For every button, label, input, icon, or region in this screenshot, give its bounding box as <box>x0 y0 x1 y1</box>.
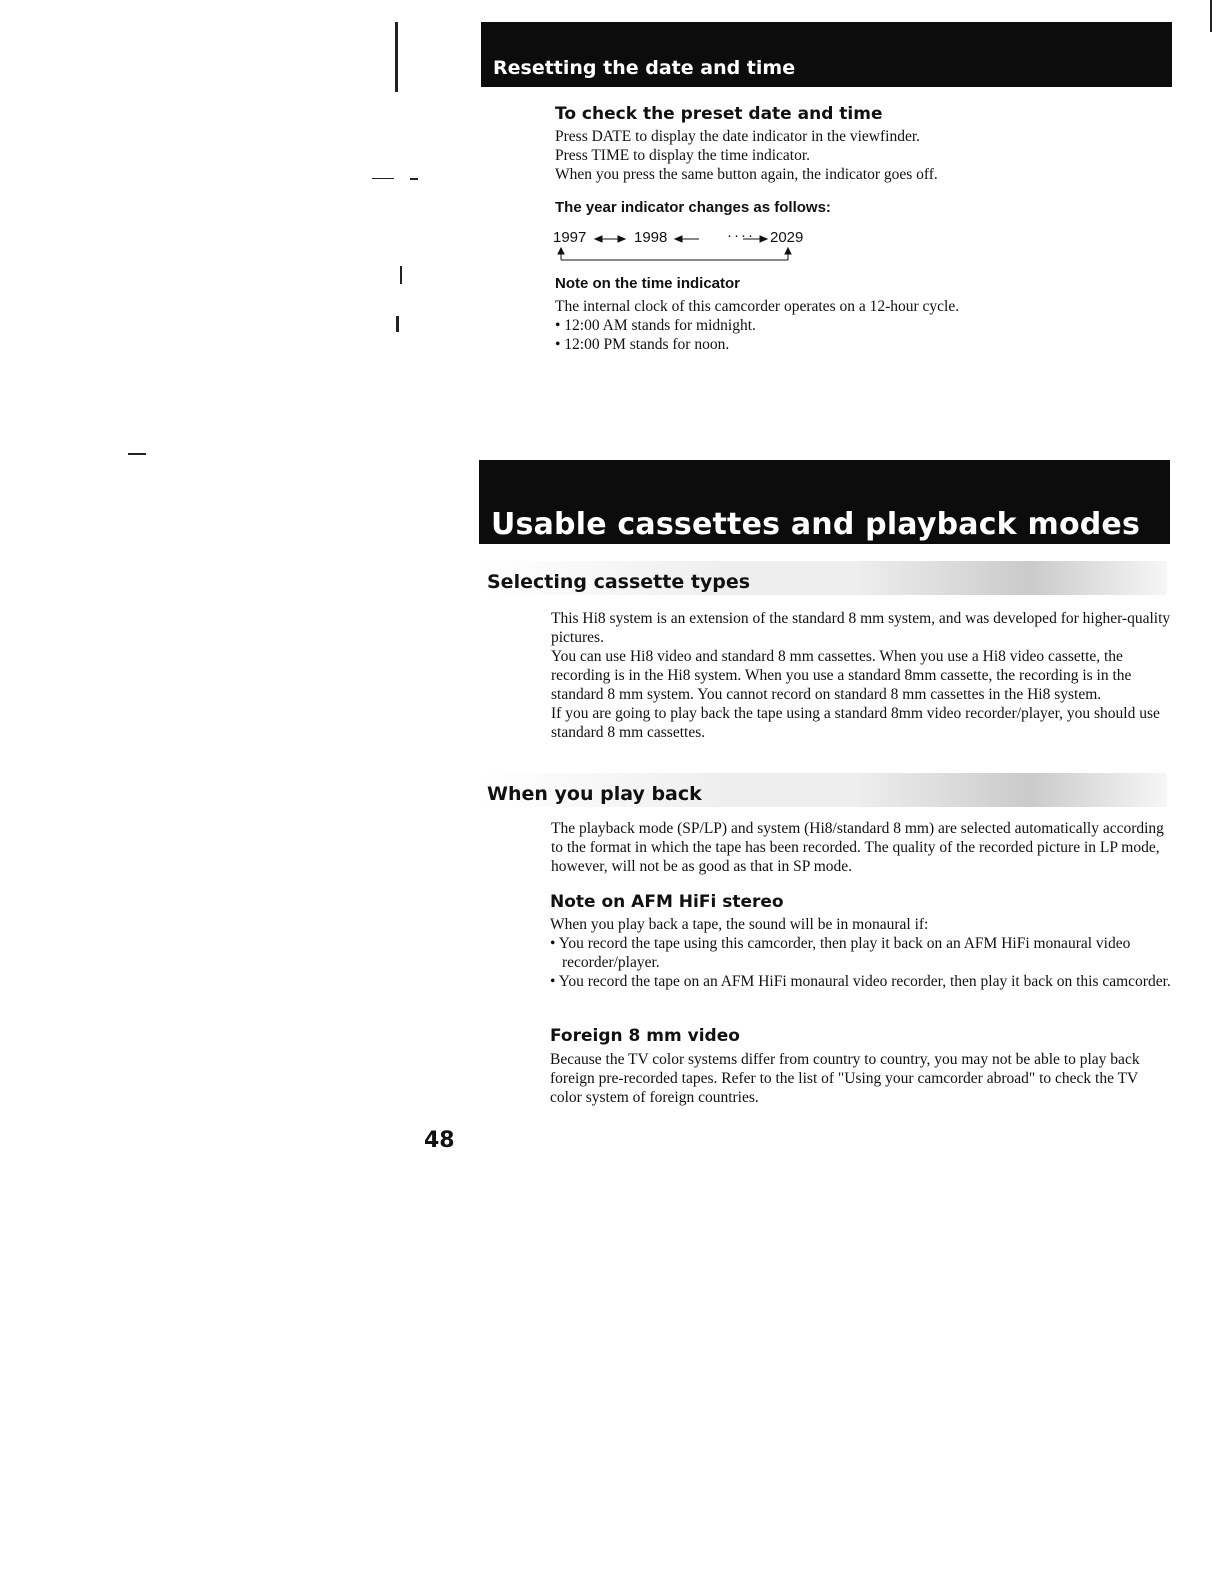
afm-paragraph: When you play back a tape, the sound will be in monaural if: <box>550 916 929 933</box>
year-start: 1997 <box>553 229 587 246</box>
note-heading: Note on the time indicator <box>555 275 741 292</box>
foreign-text <box>550 1050 1150 1107</box>
section-title-bar <box>481 22 1172 87</box>
selecting-heading-band <box>481 561 1167 595</box>
check-heading: To check the preset date and time <box>555 104 883 124</box>
note-text <box>555 297 1155 354</box>
afm-text <box>550 915 1175 991</box>
note-bullet: • 12:00 PM stands for noon. <box>555 336 730 353</box>
scan-mark <box>395 22 398 92</box>
scan-mark <box>410 178 418 180</box>
check-text <box>555 127 1155 184</box>
check-line: Press TIME to display the time indicator. <box>555 147 811 164</box>
section-title: Usable cassettes and playback modes <box>491 507 1141 542</box>
scan-mark <box>128 453 146 455</box>
afm-bullet: • You record the tape on an AFM HiFi monaural video recorder, then play it back on this camcorder. <box>550 973 1171 990</box>
selecting-heading: Selecting cassette types <box>487 571 751 593</box>
playback-paragraph: The playback mode (SP/LP) and system (Hi8/standard 8 mm) are selected automatically according to the format in which the tape has been recorded. The quality of the recorded picture in LP mode, however, will not be as good as that in SP mode. <box>551 820 1164 875</box>
foreign-paragraph: Because the TV color systems differ from country to country, you may not be able to play back foreign pre-recorded tapes. Refer to the list of "Using your camcorder abroad" to check the TV color system of foreign countries. <box>550 1051 1140 1106</box>
foreign-heading: Foreign 8 mm video <box>550 1026 740 1046</box>
selecting-paragraph: You can use Hi8 video and standard 8 mm cassettes. When you use a Hi8 video cassette, the recording is in the Hi8 system. When you use a standard 8mm cassette, the recording is in the standard 8 mm system. You cannot record on standard 8 mm cassettes in the Hi8 system. <box>551 648 1132 703</box>
section-title: Resetting the date and time <box>493 57 796 79</box>
playback-heading: When you play back <box>487 783 702 805</box>
section-title-bar <box>479 460 1170 544</box>
selecting-paragraph: If you are going to play back the tape using a standard 8mm video recorder/player, you should use standard 8 mm cassettes. <box>551 705 1160 741</box>
year-second: 1998 <box>634 229 668 246</box>
afm-heading: Note on AFM HiFi stereo <box>550 892 784 912</box>
scan-mark <box>400 266 402 284</box>
selecting-text <box>551 609 1176 742</box>
page-number: 48 <box>424 1128 455 1153</box>
cycle-arrows <box>553 229 813 269</box>
selecting-paragraph: This Hi8 system is an extension of the standard 8 mm system, and was developed for higher-quality pictures. <box>551 610 1171 646</box>
year-end: 2029 <box>770 229 804 246</box>
scan-mark <box>396 316 399 332</box>
playback-text <box>551 819 1166 876</box>
year-dots: ···· <box>727 227 755 244</box>
playback-heading-band <box>481 773 1167 807</box>
note-paragraph: The internal clock of this camcorder operates on a 12-hour cycle. <box>555 298 960 315</box>
scan-mark <box>372 178 394 179</box>
scan-mark <box>1210 0 1212 32</box>
year-heading: The year indicator changes as follows: <box>555 199 831 216</box>
afm-bullet: • You record the tape using this camcorder, then play it back on an AFM HiFi monaural video recorder/player. <box>550 935 1131 971</box>
check-line: When you press the same button again, the indicator goes off. <box>555 166 938 183</box>
note-bullet: • 12:00 AM stands for midnight. <box>555 317 756 334</box>
check-line: Press DATE to display the date indicator in the viewfinder. <box>555 128 921 145</box>
